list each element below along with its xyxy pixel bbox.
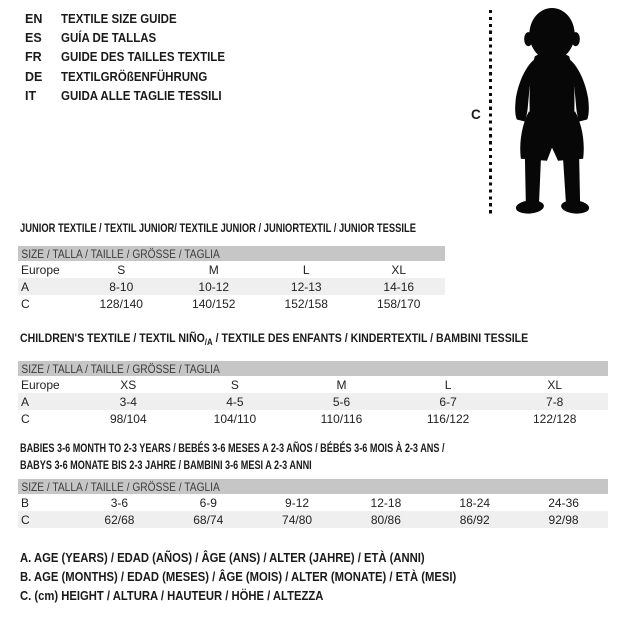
table-row-europe	[18, 261, 445, 278]
height-figure	[460, 4, 615, 219]
table-row-age	[18, 278, 445, 295]
table-row-age	[18, 393, 608, 410]
lang-row-de	[25, 70, 239, 89]
size-header-cell: SIZE / TALLA / TAILLE / GRÖSSE / TAGLIA	[18, 361, 608, 376]
table-row-height	[18, 295, 445, 312]
size-header-row	[18, 246, 445, 261]
row-label: C	[21, 296, 30, 311]
height-cell: 74/80	[253, 511, 342, 528]
size-header-row	[18, 361, 608, 376]
age-cell: 7-8	[501, 393, 608, 410]
age-cell: 10-12	[168, 278, 261, 295]
row-label: A	[18, 393, 75, 410]
months-cell: 3-6	[110, 495, 129, 510]
legend	[20, 551, 505, 607]
lang-title: GUÍA DE TALLAS	[61, 31, 157, 46]
babies-size-table	[18, 479, 608, 528]
size-header-cell: SIZE / TALLA / TAILLE / GRÖSSE / TAGLIA	[18, 479, 608, 494]
lang-code: EN	[25, 12, 43, 26]
lang-title: GUIDA ALLE TAGLIE TESSILI	[61, 88, 222, 103]
table-row-months	[18, 494, 608, 511]
age-cell: 3-4	[75, 393, 182, 410]
months-cell: 6-9	[199, 495, 217, 510]
height-cell: 98/104	[109, 411, 147, 426]
legend-line-b: B. AGE (MONTHS) / EDAD (MESES) / ÂGE (MOIS) / ALTER (MONATE) / ETÀ (MESI)	[20, 569, 457, 584]
height-cell: 116/122	[426, 411, 470, 426]
toddler-silhouette-icon	[498, 7, 606, 216]
size-cell: M	[208, 262, 219, 277]
size-cell: M	[336, 377, 347, 392]
months-cell: 24-36	[548, 495, 579, 510]
babies-textile-title: BABIES 3-6 MONTH TO 2-3 YEARS / BEBÉS 3-6 MESES A 2-3 AÑOS / BÉBÉS 3-6 MOIS À 2-3 ANS / BABYS 3-6 MONATE BIS 2-3 JAHRE / BAMBINI 3-6 MESI A 2-3 ANNI	[20, 441, 445, 472]
height-cell: 92/98	[519, 511, 608, 528]
lang-code: FR	[25, 50, 42, 65]
table-row-height	[18, 511, 608, 528]
nino-a-subscript: /A	[204, 337, 213, 347]
junior-textile-section	[18, 221, 445, 312]
lang-code: DE	[25, 69, 43, 84]
lang-code: IT	[25, 88, 37, 103]
junior-textile-title: JUNIOR TEXTILE / TEXTIL JUNIOR/ TEXTILE JUNIOR / JUNIORTEXTIL / JUNIOR TESSILE	[20, 221, 416, 235]
months-cell: 12-18	[370, 495, 402, 510]
height-cell: 68/74	[164, 511, 253, 528]
height-dotted-line	[489, 10, 492, 214]
age-cell: 5-6	[288, 393, 395, 410]
size-cell: L	[444, 377, 452, 392]
lang-title: TEXTILGRÖßENFÜHRUNG	[61, 69, 208, 84]
height-measure-label: C	[471, 107, 481, 122]
lang-row-es	[25, 31, 239, 50]
lang-row-fr	[25, 50, 239, 69]
height-cell: 140/152	[192, 296, 236, 311]
children-textile-section	[18, 331, 608, 427]
children-textile-title: CHILDREN'S TEXTILE / TEXTIL $NIÑO_{/A}$ / TEXTILE DES ENFANTS / KINDERTEXTIL / BAMBINI TESSILE	[20, 331, 529, 347]
height-cell: 86/92	[430, 511, 519, 528]
lang-title: GUIDE DES TAILLES TEXTILE	[61, 50, 226, 65]
row-label: Europe	[21, 262, 60, 277]
size-cell: XL	[547, 377, 563, 392]
height-cell: 158/170	[377, 296, 421, 311]
height-cell: 110/116	[320, 411, 363, 426]
size-cell: XS	[120, 377, 137, 392]
table-row-europe	[18, 376, 608, 393]
legend-line-c: C. (cm) HEIGHT / ALTURA / HAUTEUR / HÖHE / ALTEZZA	[20, 588, 324, 603]
row-label: C	[21, 411, 30, 426]
table-row-height	[18, 410, 608, 427]
size-cell: XL	[391, 262, 407, 277]
months-cell: 9-12	[285, 495, 310, 510]
row-label: A	[18, 278, 75, 295]
age-cell: 14-16	[353, 278, 446, 295]
size-cell: S	[117, 262, 126, 277]
legend-line-a: A. AGE (YEARS) / EDAD (AÑOS) / ÂGE (ANS) / ALTER (JAHRE) / ETÀ (ANNI)	[20, 551, 425, 565]
height-cell: 62/68	[75, 511, 164, 528]
children-size-table	[18, 361, 608, 427]
row-label: C	[18, 511, 75, 528]
age-cell: 4-5	[182, 393, 289, 410]
lang-row-it	[25, 89, 239, 108]
size-cell: L	[302, 262, 310, 277]
row-label: B	[21, 495, 30, 510]
size-header-cell: SIZE / TALLA / TAILLE / GRÖSSE / TAGLIA	[18, 246, 445, 261]
lang-row-en	[25, 12, 239, 31]
babies-textile-section	[18, 440, 608, 528]
age-cell: 8-10	[75, 278, 168, 295]
age-cell: 12-13	[260, 278, 353, 295]
height-cell: 80/86	[341, 511, 430, 528]
language-list	[25, 12, 239, 108]
lang-title: TEXTILE SIZE GUIDE	[61, 12, 177, 26]
lang-code: ES	[25, 31, 42, 46]
height-cell: 152/158	[284, 296, 328, 311]
size-cell: S	[230, 377, 239, 392]
height-cell: 128/140	[99, 296, 143, 311]
months-cell: 18-24	[459, 495, 491, 510]
size-header-row	[18, 479, 608, 494]
height-cell: 122/128	[532, 411, 577, 426]
height-cell: 104/110	[213, 411, 257, 426]
row-label: Europe	[21, 377, 60, 392]
age-cell: 6-7	[395, 393, 502, 410]
junior-size-table	[18, 246, 445, 312]
